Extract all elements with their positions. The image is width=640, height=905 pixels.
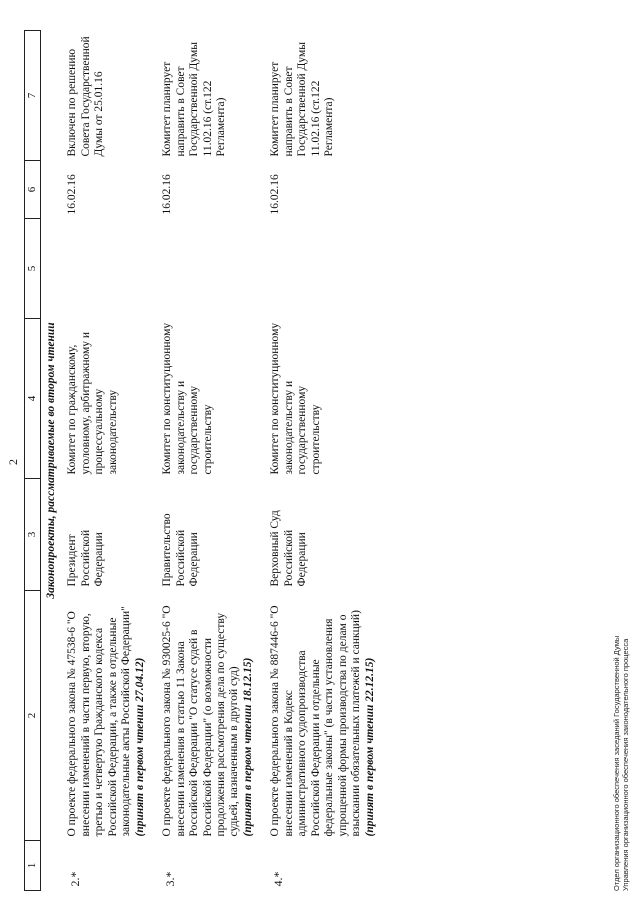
column-5-cell — [159, 219, 257, 319]
section-title: Законопроекты, рассматриваемые во втором чтении — [45, 322, 57, 599]
table-row — [267, 31, 379, 891]
section-row — [41, 31, 65, 891]
column-5-cell — [64, 219, 149, 319]
page-number: 2 — [6, 459, 20, 465]
row-number: 2.* — [68, 871, 83, 887]
first-reading-note: (принят в первом чтении 18.12.15) — [241, 657, 254, 837]
column-number: 6 — [25, 161, 41, 219]
note: Комитет планирует направить в Совет Государственной Думы 11.02.16 (ст.122 Регламента) — [161, 42, 227, 157]
bill-title: О проекте федерального закона № 887446-6 "О внесении изменений в Кодекс административного судопроизводства Российской Федерации и отдельные федеральные законы" (в части установления упрощенной формы производства по делам о взыскании обязательных платежей и санкций) — [269, 605, 363, 837]
date: 16.02.16 — [269, 174, 282, 215]
first-reading-note: (принят в первом чтении 27.04.12) — [133, 657, 146, 837]
footer-line: Управления организационного обеспечения законодательного процесса — [621, 638, 630, 891]
column-number: 2 — [25, 591, 41, 841]
date: 16.02.16 — [66, 174, 79, 215]
note: Включен по решению Совета Государственной Думы от 25.01.16 — [66, 36, 106, 157]
first-reading-note: (принят в первом чтении 22.12.15) — [363, 657, 376, 837]
row-number: 3.* — [163, 871, 178, 887]
bill-cell — [64, 591, 149, 841]
responsible-committee: Комитет по конституционному законодательству и государственному строительству — [269, 322, 322, 475]
responsible-committee: Комитет по гражданскому, уголовному, арбитражному и процессуальному законодательству — [66, 331, 119, 475]
initiator: Президент Российской Федерации — [66, 529, 106, 587]
column-number: 5 — [25, 219, 41, 319]
bill-title: О проекте федерального закона № 930025-6 "О внесении изменения в статью 11 Закона Российской Федерации "О статусе судей в Российской Федерации" (о возможности продолжения рассмотрения дела по существу судьей, назначенным в другой суд) — [161, 605, 241, 837]
agenda-table — [24, 30, 379, 891]
column-5-cell — [267, 219, 379, 319]
bill-title: О проекте федерального закона № 47538-6 "О внесении изменений в части первую, вторую, третью и четвертую Гражданского кодекса Российской Федерации, а также в отдельные законодательные акты Российской Федерации" — [66, 606, 133, 837]
date: 16.02.16 — [161, 174, 174, 215]
column-number-row — [25, 31, 41, 891]
bill-cell — [159, 591, 257, 841]
footer-line: Отдел организационного обеспечения заседаний Государственной Думы — [612, 635, 621, 891]
column-number: 1 — [25, 841, 41, 891]
initiator: Верховный Суд Российской Федерации — [269, 510, 309, 587]
bill-cell — [267, 591, 379, 841]
footer — [612, 636, 630, 891]
column-number: 7 — [25, 31, 41, 161]
column-number: 3 — [25, 479, 41, 591]
responsible-committee: Комитет по конституционному законодательству и государственному строительству — [161, 322, 214, 475]
note: Комитет планирует направить в Совет Государственной Думы 11.02.16 (ст.122 Регламента) — [269, 42, 336, 157]
table-row — [64, 31, 149, 891]
row-number: 4.* — [271, 871, 286, 887]
column-number: 4 — [25, 319, 41, 479]
initiator: Правительство Российской Федерации — [161, 513, 201, 587]
table-row — [159, 31, 257, 891]
